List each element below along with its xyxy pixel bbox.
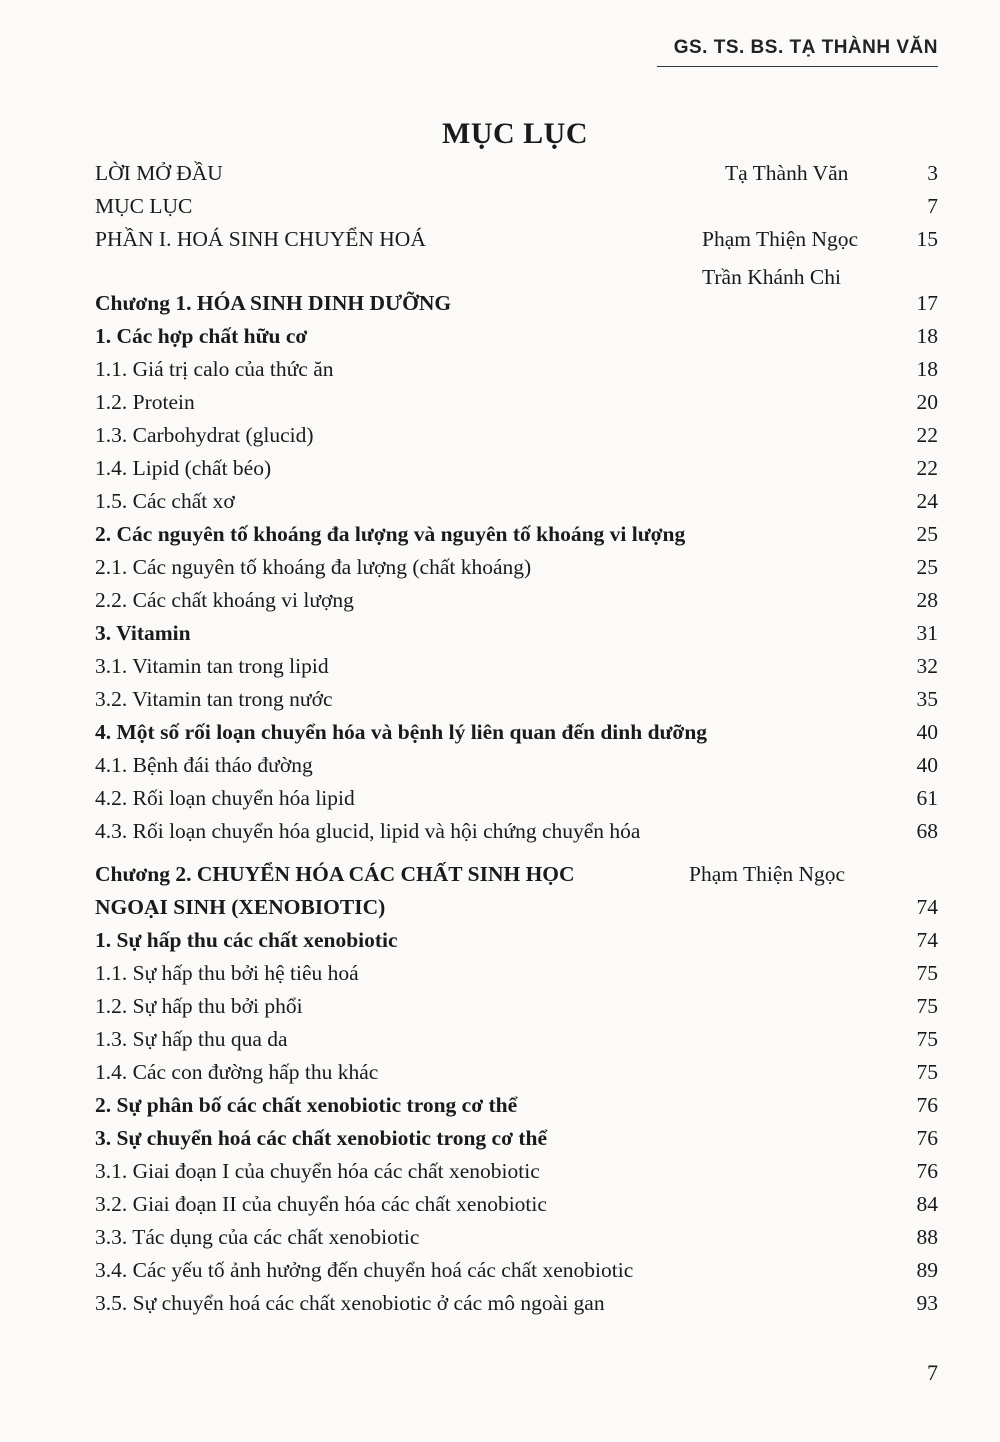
- toc-entry-page: 15: [916, 227, 938, 251]
- toc-entry-page: 93: [916, 1291, 938, 1315]
- toc-entry: [95, 895, 938, 929]
- toc-entry-label: 2.2. Các chất khoáng vi lượng: [95, 588, 354, 612]
- toc-entry-label: Chương 2. CHUYỂN HÓA CÁC CHẤT SINH HỌC: [95, 862, 575, 886]
- toc-entry-page: 3: [927, 161, 938, 185]
- toc-entry-label: 1. Sự hấp thu các chất xenobiotic: [95, 928, 398, 952]
- toc-entry: [95, 324, 938, 358]
- toc-entry-page: 18: [916, 324, 938, 348]
- toc-entry-page: 75: [916, 994, 938, 1018]
- toc-entry: [95, 819, 938, 853]
- toc-entry-label: 1.2. Sự hấp thu bởi phổi: [95, 994, 303, 1018]
- toc-entry: [95, 291, 938, 325]
- toc-entry-label: 3.5. Sự chuyển hoá các chất xenobiotic ở các mô ngoài gan: [95, 1291, 605, 1315]
- toc-entry-author: Trần Khánh Chi: [702, 265, 841, 289]
- toc-entry-page: 7: [927, 194, 938, 218]
- toc-entry: [95, 786, 938, 820]
- toc-entry-label: 1.5. Các chất xơ: [95, 489, 235, 513]
- toc-entry-page: 40: [916, 720, 938, 744]
- toc-entry: [95, 227, 938, 261]
- toc-entry-author: Tạ Thành Văn: [725, 161, 849, 185]
- toc-entry-page: 88: [916, 1225, 938, 1249]
- toc-entry: [95, 862, 938, 896]
- toc-entry: [95, 753, 938, 787]
- toc-entry-label: 4.3. Rối loạn chuyển hóa glucid, lipid và hội chứng chuyển hóa: [95, 819, 641, 843]
- toc-entry-label: PHẦN I. HOÁ SINH CHUYỂN HOÁ: [95, 227, 426, 251]
- toc-entry: [95, 621, 938, 655]
- toc-entry-label: LỜI MỞ ĐẦU: [95, 161, 223, 185]
- toc-entry: [95, 1192, 938, 1226]
- toc-entry-page: 24: [916, 489, 938, 513]
- toc-entry: [95, 1126, 938, 1160]
- toc-entry: [95, 194, 938, 228]
- toc-entry-page: 76: [916, 1093, 938, 1117]
- toc-entry-label: 3.1. Giai đoạn I của chuyển hóa các chất xenobiotic: [95, 1159, 540, 1183]
- toc-entry: [95, 456, 938, 490]
- toc-entry-page: 22: [916, 423, 938, 447]
- toc-entry: [95, 423, 938, 457]
- toc-entry-page: 17: [916, 291, 938, 315]
- toc-entry-label: 4.2. Rối loạn chuyển hóa lipid: [95, 786, 355, 810]
- toc-entry: [95, 994, 938, 1028]
- toc-entry: [95, 720, 938, 754]
- toc-entry-author: Phạm Thiện Ngọc: [702, 227, 859, 251]
- toc-entry-page: 31: [916, 621, 938, 645]
- running-head: GS. TS. BS. TẠ THÀNH VĂN: [673, 37, 938, 58]
- toc-entry-page: 61: [916, 786, 938, 810]
- toc-entry-label: 2. Sự phân bố các chất xenobiotic trong cơ thể: [95, 1093, 518, 1117]
- page-title: MỤC LỤC: [442, 117, 588, 150]
- toc-entry-label: 1.3. Sự hấp thu qua da: [95, 1027, 288, 1051]
- toc-entry-label: 1.1. Giá trị calo của thức ăn: [95, 357, 334, 381]
- toc-entry: [95, 1027, 938, 1061]
- toc-entry-author: Phạm Thiện Ngọc: [689, 862, 846, 886]
- toc-entry-page: 84: [916, 1192, 938, 1216]
- toc-entry-label: 2.1. Các nguyên tố khoáng đa lượng (chất khoáng): [95, 555, 532, 579]
- toc-entry-page: 25: [916, 522, 938, 546]
- toc-entry-label: 1. Các hợp chất hữu cơ: [95, 324, 308, 348]
- toc-entry-label: 1.2. Protein: [95, 390, 195, 414]
- toc-entry-label: 1.4. Lipid (chất béo): [95, 456, 272, 480]
- toc-entry-page: 76: [916, 1126, 938, 1150]
- toc-entry-page: 75: [916, 1060, 938, 1084]
- toc-entry: [95, 687, 938, 721]
- toc-entry-page: 32: [916, 654, 938, 678]
- page-number: 7: [927, 1360, 938, 1385]
- toc-entry-label: 4. Một số rối loạn chuyển hóa và bệnh lý liên quan đến dinh dưỡng: [95, 720, 708, 744]
- toc-entry-label: 3. Vitamin: [95, 621, 191, 645]
- header-rule: [657, 66, 938, 67]
- toc-entry-page: 89: [916, 1258, 938, 1282]
- toc-entry: [95, 961, 938, 995]
- toc-entry-page: 68: [916, 819, 938, 843]
- toc-entry: [95, 1225, 938, 1259]
- toc-entry: [95, 161, 938, 195]
- toc-entry-page: 20: [916, 390, 938, 414]
- toc-entry-label: 3.3. Tác dụng của các chất xenobiotic: [95, 1225, 420, 1249]
- toc-entry: [95, 654, 938, 688]
- toc-entry-page: 22: [916, 456, 938, 480]
- toc-entry: [95, 522, 938, 556]
- toc-entry-label: 3.2. Vitamin tan trong nước: [95, 687, 333, 711]
- toc-entry: [95, 1159, 938, 1193]
- toc-entry-label: 4.1. Bệnh đái tháo đường: [95, 753, 313, 777]
- toc-entry-page: 40: [916, 753, 938, 777]
- toc-entry-label: 3.1. Vitamin tan trong lipid: [95, 654, 329, 678]
- toc-entry: [95, 928, 938, 962]
- toc-entry-page: 75: [916, 1027, 938, 1051]
- toc-entry-page: 28: [916, 588, 938, 612]
- toc-entry-label: 3.4. Các yếu tố ảnh hưởng đến chuyển hoá các chất xenobiotic: [95, 1258, 634, 1282]
- toc-entry: [95, 1093, 938, 1127]
- toc-entry-label: 1.1. Sự hấp thu bởi hệ tiêu hoá: [95, 961, 359, 985]
- toc-entry: [95, 588, 938, 622]
- toc-entry-page: 75: [916, 961, 938, 985]
- toc-entry-label: 1.4. Các con đường hấp thu khác: [95, 1060, 379, 1084]
- toc-entry-label: 3.2. Giai đoạn II của chuyển hóa các chất xenobiotic: [95, 1192, 547, 1216]
- toc-entry: [95, 555, 938, 589]
- toc-entry: [95, 1291, 938, 1325]
- toc-entry-label: MỤC LỤC: [95, 194, 193, 218]
- toc-entry-label: 3. Sự chuyển hoá các chất xenobiotic trong cơ thể: [95, 1126, 548, 1150]
- toc-entry-label: 1.3. Carbohydrat (glucid): [95, 423, 314, 447]
- toc-entry: [95, 357, 938, 391]
- toc-entry: [95, 1258, 938, 1292]
- toc-entry-label: NGOẠI SINH (XENOBIOTIC): [95, 895, 386, 919]
- toc-entry-label: 2. Các nguyên tố khoáng đa lượng và nguyên tố khoáng vi lượng: [95, 522, 686, 546]
- toc-entry: [95, 390, 938, 424]
- toc-entry: [95, 489, 938, 523]
- toc-entry-page: 18: [916, 357, 938, 381]
- toc-entry-page: 74: [916, 928, 938, 952]
- toc-entry-page: 25: [916, 555, 938, 579]
- toc-entry: [95, 1060, 938, 1094]
- toc-entry-label: Chương 1. HÓA SINH DINH DƯỠNG: [95, 291, 452, 315]
- toc-entry-page: 74: [916, 895, 938, 919]
- toc-entry-page: 35: [916, 687, 938, 711]
- toc-entry-page: 76: [916, 1159, 938, 1183]
